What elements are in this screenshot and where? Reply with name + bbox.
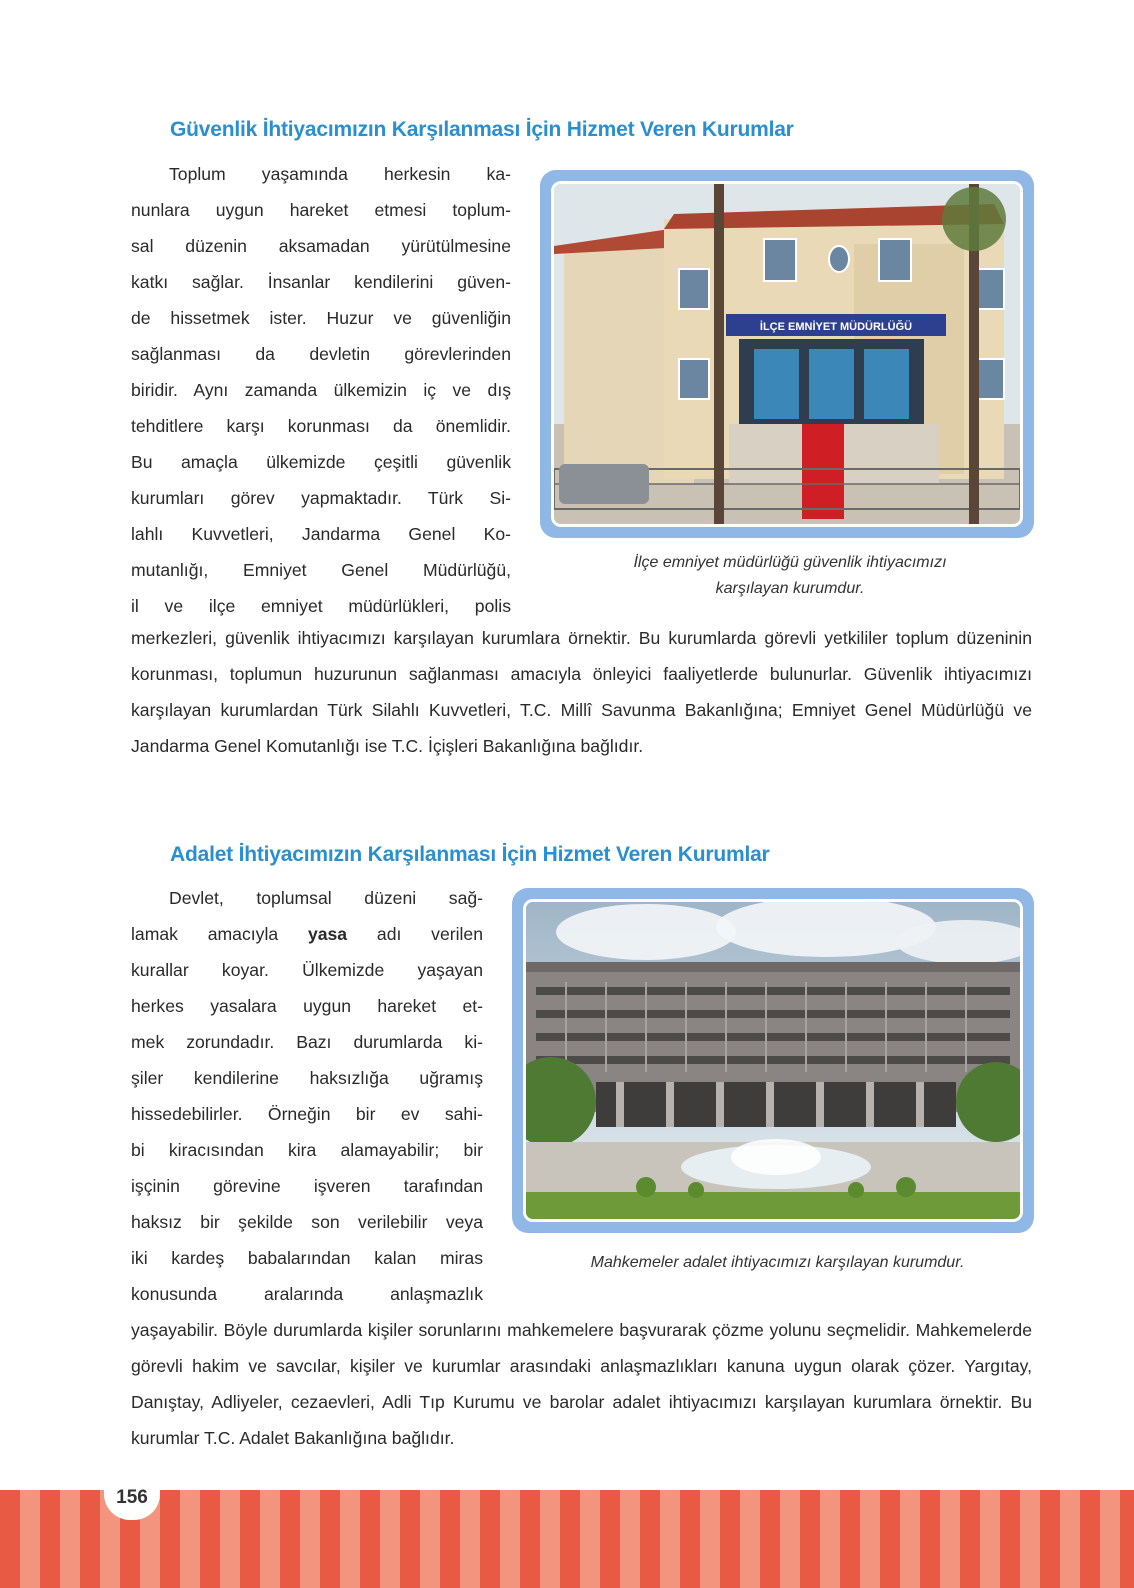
text-line: lahlı Kuvvetleri, Jandarma Genel Ko-	[131, 524, 511, 544]
text-line: kurumları görev yapmaktadır. Türk Si-	[131, 488, 511, 508]
text-line: tehditlere karşı korunması da önemlidir.	[131, 416, 511, 436]
text-line: lamak amacıyla yasa adı verilen	[131, 924, 483, 944]
text-line: konusunda aralarında anlaşmazlık	[131, 1284, 483, 1304]
text-line: haksız bir şekilde son verilebilir veya	[131, 1212, 483, 1232]
text-line: Toplum yaşamında herkesin ka-	[169, 164, 511, 184]
text-line: işçinin görevine işveren tarafından	[131, 1176, 483, 1196]
page-number: 156	[104, 1476, 160, 1520]
caption-line: İlçe emniyet müdürlüğü güvenlik ihtiyacımızı	[633, 554, 947, 571]
security-paragraph-continued: merkezleri, güvenlik ihtiyacımızı karşılayan kurumlara örnektir. Bu kurumlarda görevli yetkililer toplum düzeninin korunması, toplumun huzurunun sağlanması amacıyla önleyici faaliyetlerde bulunurlar. Güvenlik ihtiyacımızı karşılayan kurumlardan Türk Silahlı Kuvvetleri, T.C. Millî Savunma Bakanlığına; Emniyet Genel Müdürlüğü ve Jandarma Genel Komutanlığı ise T.C. İçişleri Bakanlığına bağlıdır.	[131, 628, 1032, 756]
police-photo-caption	[575, 550, 1005, 602]
text-line: de hissetmek ister. Huzur ve güvenliğin	[131, 308, 511, 328]
text-line: nunlara uygun hareket etmesi toplum-	[131, 200, 511, 220]
text-line: herkes yasalara uygun hareket et-	[131, 996, 483, 1016]
striped-footer-band	[0, 1490, 1134, 1588]
text-line: Devlet, toplumsal düzeni sağ-	[169, 888, 483, 908]
justice-paragraph	[131, 880, 483, 1312]
police-building-photo	[540, 170, 1034, 538]
security-paragraph	[131, 156, 511, 624]
text-line: Bu amaçla ülkemizde çeşitli güvenlik	[131, 452, 511, 472]
text-line: sağlanması da devletin görevlerinden	[131, 344, 511, 364]
text-line: iki kardeş babalarından kalan miras	[131, 1248, 483, 1268]
caption-line: karşılayan kurumdur.	[715, 580, 865, 597]
police-building-image	[554, 184, 1020, 524]
text-line: biridir. Aynı zamanda ülkemizin iç ve dış	[131, 380, 511, 400]
text-line: mutanlığı, Emniyet Genel Müdürlüğü,	[131, 560, 511, 580]
courthouse-photo	[512, 888, 1034, 1233]
justice-paragraph-continued: yaşayabilir. Böyle durumlarda kişiler sorunlarını mahkemelere başvurarak çözme yolunu seçmelidir. Mahkemelerde görevli hakim ve savcılar, kişiler ve kurumlar arasındaki anlaşmazlıkları kanuna uygun olarak çözer. Yargıtay, Danıştay, Adliyeler, cezaevleri, Adli Tıp Kurumu ve barolar adalet ihtiyacımızı karşılayan kurumlara örnektir. Bu kurumlar T.C. Adalet Bakanlığına bağlıdır.	[131, 1320, 1032, 1448]
text-line: kurallar koyar. Ülkemizde yaşayan	[131, 960, 483, 980]
keyword-yasa: yasa	[307, 924, 348, 944]
section-heading-justice: Adalet İhtiyacımızın Karşılanması İçin Hizmet Veren Kurumlar	[170, 843, 770, 866]
text-line: sal düzenin aksamadan yürütülmesine	[131, 236, 511, 256]
text-line: mek zorundadır. Bazı durumlarda ki-	[131, 1032, 483, 1052]
text-line: katkı sağlar. İnsanlar kendilerini güven-	[131, 272, 511, 292]
courthouse-image	[526, 902, 1020, 1219]
text-line: bi kiracısından kira alamayabilir; bir	[131, 1140, 483, 1160]
courthouse-photo-caption: Mahkemeler adalet ihtiyacımızı karşılayan kurumdur.	[590, 1254, 965, 1271]
text-line: şiler kendilerine haksızlığa uğramış	[131, 1068, 483, 1088]
building-sign-text: İLÇE EMNİYET MÜDÜRLÜĞÜ	[759, 321, 913, 333]
section-heading-security: Güvenlik İhtiyacımızın Karşılanması İçin Hizmet Veren Kurumlar	[170, 118, 794, 141]
text-line: hissedebilirler. Örneğin bir ev sahi-	[131, 1104, 483, 1124]
text-line: il ve ilçe emniyet müdürlükleri, polis	[131, 596, 511, 616]
